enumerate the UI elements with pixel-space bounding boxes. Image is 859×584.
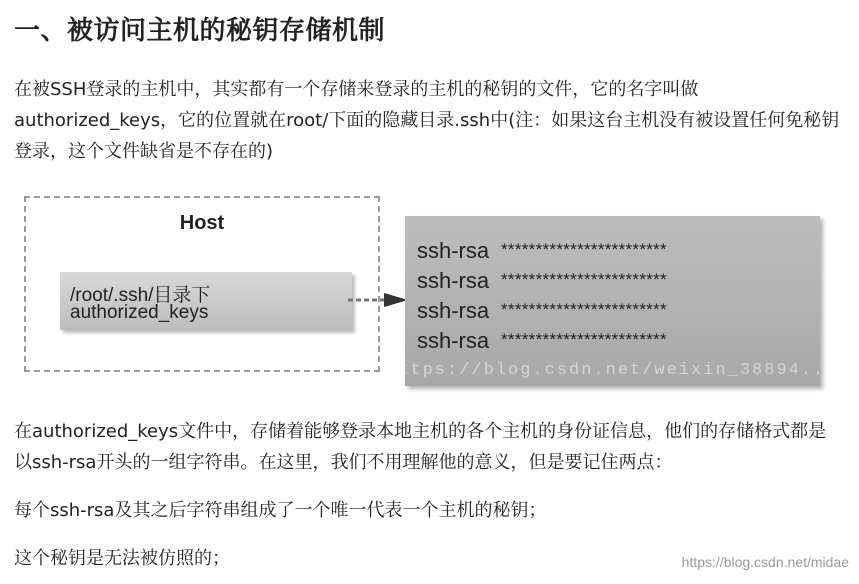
key-row xyxy=(417,238,667,264)
key-prefix: ssh-rsa xyxy=(417,238,490,263)
key-prefix: ssh-rsa xyxy=(417,328,490,353)
authorized-keys-diagram xyxy=(0,180,859,400)
key-prefix: ssh-rsa xyxy=(417,268,490,293)
ssh-dir-box xyxy=(60,272,352,330)
key-value: ************************ xyxy=(501,300,667,319)
key-row xyxy=(417,328,667,354)
ssh-dir-path: /root/.ssh/目录下 xyxy=(70,285,211,306)
image-watermark: https://blog.csdn.net/weixin_38894... xyxy=(386,361,838,380)
body-paragraph: 在authorized_keys文件中，存储着能够登录本地主机的各个主机的身份证信息，他们的存储格式都是以ssh-rsa开头的一组字符串。在这里，我们不用理解他的意义，但是要记住两点： xyxy=(14,421,827,473)
key-value: ************************ xyxy=(501,270,667,289)
body-paragraph: 这个秘钥是无法被仿照的； xyxy=(14,548,230,569)
key-row xyxy=(417,298,667,324)
key-prefix: ssh-rsa xyxy=(417,298,490,323)
host-box xyxy=(24,196,380,372)
key-value: ************************ xyxy=(501,240,667,259)
authorized-keys-filename: authorized_keys xyxy=(70,302,209,323)
host-title: Host xyxy=(179,212,225,234)
key-value: ************************ xyxy=(501,330,667,349)
intro-paragraph: 在被SSH登录的主机中，其实都有一个存储来登录的主机的秘钥的文件，它的名字叫做authorized_keys，它的位置就在root/下面的隐藏目录.ssh中(注：如果这台主机没有被设置任何免秘钥登录，这个文件缺省是不存在的) xyxy=(14,79,840,162)
footer-watermark: https://blog.csdn.net/midae xyxy=(681,554,849,570)
section-heading: 一、被访问主机的秘钥存储机制 xyxy=(14,16,386,46)
arrow-right-icon xyxy=(348,292,410,308)
body-paragraph: 每个ssh-rsa及其之后字符串组成了一个唯一代表一个主机的秘钥； xyxy=(14,500,547,521)
key-row xyxy=(417,268,667,294)
